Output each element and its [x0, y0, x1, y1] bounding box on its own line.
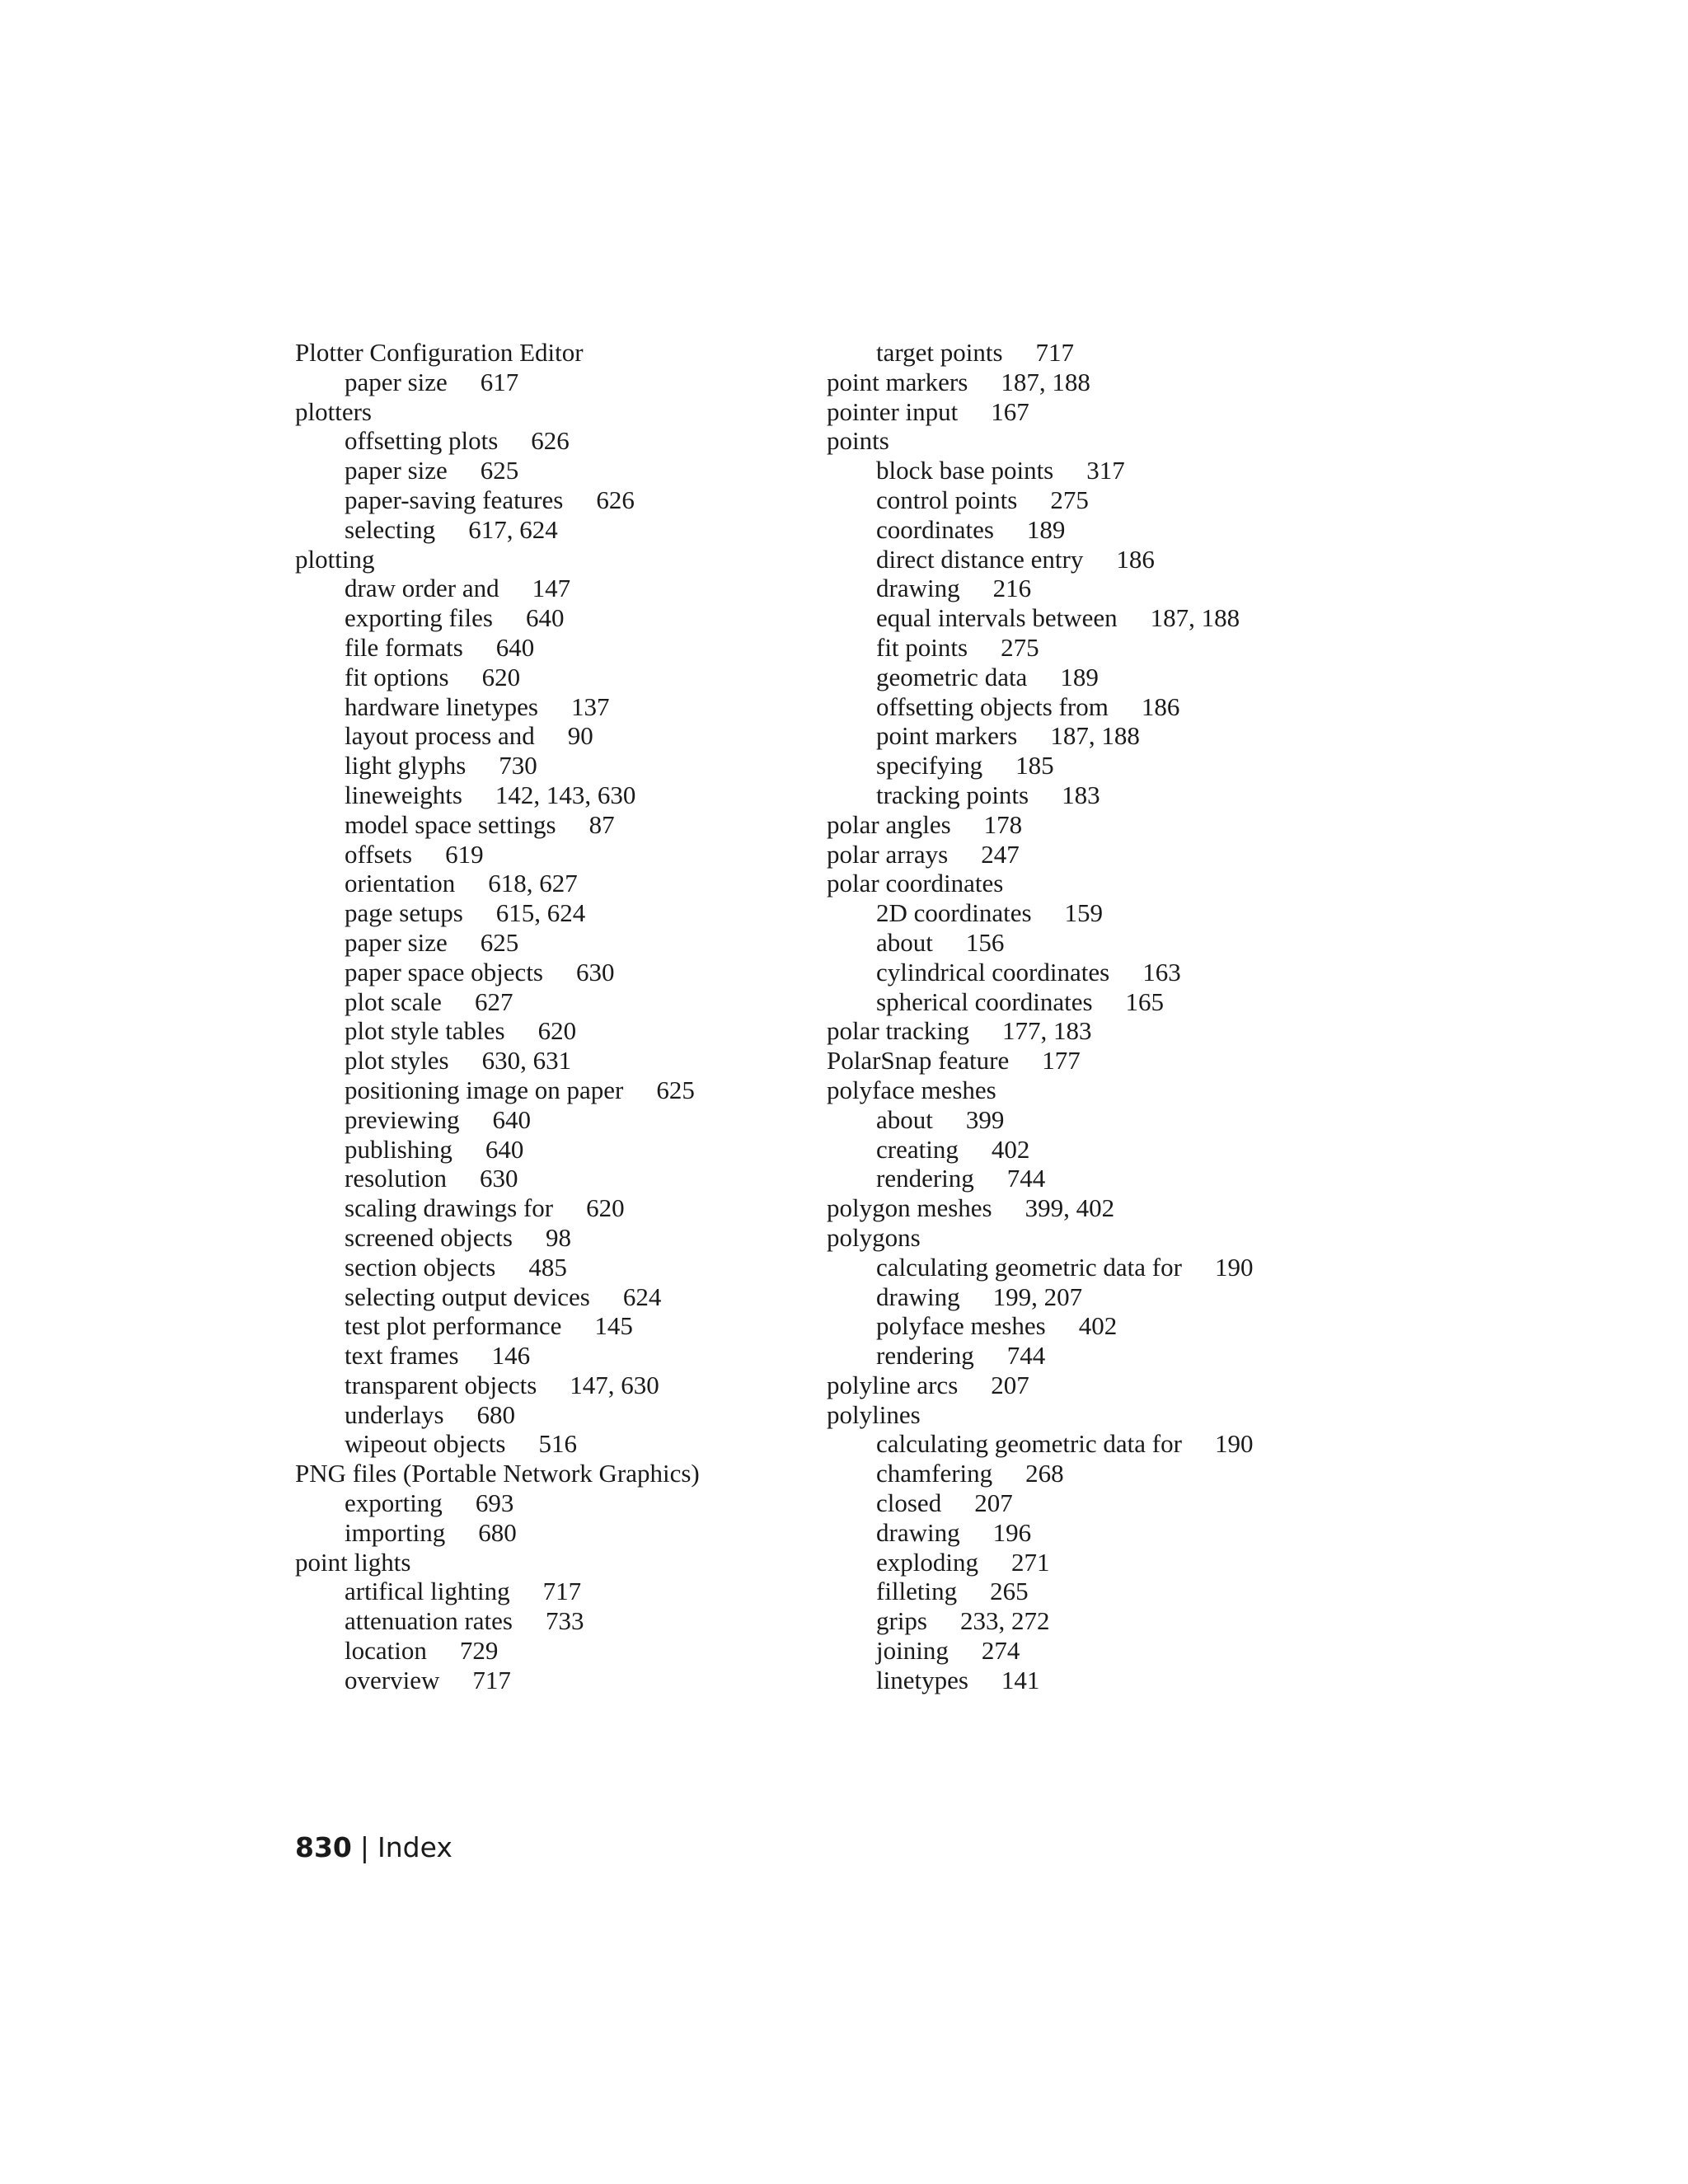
index-entry [827, 1076, 1354, 1105]
index-page-refs: 156 [965, 927, 1005, 957]
index-term: geometric data [876, 662, 1028, 691]
index-term: offsetting plots [345, 426, 499, 456]
index-entry [827, 810, 1354, 840]
index-term: tracking points [876, 780, 1029, 809]
index-term: positioning image on paper [345, 1075, 624, 1104]
index-term: transparent objects [345, 1370, 537, 1399]
index-term: selecting output devices [345, 1282, 590, 1311]
index-subentry [827, 456, 1354, 485]
index-term: about [876, 1104, 933, 1134]
index-page-refs: 617, 624 [468, 514, 558, 544]
index-page-refs: 216 [992, 574, 1032, 603]
index-subentry [827, 1666, 1354, 1695]
index-subentry [295, 1193, 806, 1223]
index-page-refs: 142, 143, 630 [495, 780, 636, 809]
index-term: grips [876, 1606, 927, 1636]
index-subentry [295, 1488, 806, 1518]
index-term: point lights [295, 1547, 411, 1577]
index-subentry [295, 1341, 806, 1371]
index-subentry [295, 515, 806, 545]
index-page-refs: 625 [656, 1075, 695, 1104]
index-term: polar angles [827, 809, 951, 839]
index-subentry [295, 574, 806, 603]
index-page-refs: 165 [1125, 987, 1165, 1016]
index-entry [295, 397, 806, 427]
index-term: paper size [345, 456, 448, 485]
index-page-refs: 626 [531, 426, 570, 456]
index-subentry [295, 1429, 806, 1459]
index-entry [827, 1223, 1354, 1253]
index-page-refs: 620 [481, 662, 521, 691]
index-subentry [827, 721, 1354, 751]
index-page-refs: 178 [983, 809, 1023, 839]
index-term: page setups [345, 898, 463, 928]
index-page-refs: 196 [992, 1517, 1032, 1547]
index-page-refs: 189 [1026, 514, 1066, 544]
index-page-refs: 717 [1035, 338, 1075, 367]
index-term: plotting [295, 544, 375, 574]
index-term: attenuation rates [345, 1606, 513, 1636]
index-page-refs: 187, 188 [1050, 721, 1140, 751]
index-subentry [827, 515, 1354, 545]
index-subentry [295, 485, 806, 515]
index-term: polar tracking [827, 1016, 970, 1046]
index-page-refs: 90 [567, 721, 593, 751]
index-subentry [295, 987, 806, 1017]
index-term: wipeout objects [345, 1429, 506, 1459]
index-page-refs: 167 [991, 396, 1029, 426]
index-page-refs: 619 [445, 839, 484, 869]
index-page-refs: 485 [528, 1252, 567, 1282]
index-term: target points [876, 338, 1003, 367]
index-term: rendering [876, 1341, 974, 1371]
index-subentry [827, 780, 1354, 810]
index-entry [827, 1400, 1354, 1430]
index-subentry [295, 456, 806, 485]
index-subentry [827, 958, 1354, 987]
index-page-refs: 618, 627 [488, 869, 578, 898]
index-page-refs: 630, 631 [481, 1046, 572, 1076]
index-term: equal intervals between [876, 603, 1118, 633]
index-subentry [295, 840, 806, 869]
index-term: orientation [345, 869, 456, 898]
index-page-refs: 620 [537, 1016, 577, 1046]
index-subentry [827, 928, 1354, 958]
index-page-refs: 233, 272 [960, 1606, 1050, 1636]
index-term: draw order and [345, 574, 499, 603]
index-subentry [827, 1135, 1354, 1165]
index-page-refs: 630 [576, 957, 615, 987]
index-subentry [295, 958, 806, 987]
index-page-refs: 199, 207 [992, 1282, 1083, 1311]
index-term: paper size [345, 927, 448, 957]
index-page-refs: 640 [485, 1134, 524, 1164]
index-page-refs: 730 [499, 751, 537, 780]
footer-separator: | [359, 1831, 370, 1863]
index-page-refs: 630 [480, 1164, 518, 1193]
index-subentry [295, 1253, 806, 1282]
index-term: offsets [345, 839, 413, 869]
index-page-refs: 693 [475, 1488, 514, 1518]
index-term: points [827, 426, 889, 456]
index-term: plot scale [345, 987, 442, 1016]
index-subentry [295, 1076, 806, 1105]
index-term: location [345, 1636, 427, 1666]
index-page-refs: 268 [1025, 1459, 1064, 1488]
index-page-refs: 617 [480, 367, 519, 396]
footer-section-title: Index [377, 1831, 452, 1863]
index-page-refs: 744 [1006, 1341, 1046, 1371]
index-subentry [295, 751, 806, 780]
index-entry [827, 1046, 1354, 1076]
index-page-refs: 680 [478, 1517, 517, 1547]
index-entry [827, 869, 1354, 898]
index-term: plotters [295, 396, 372, 426]
index-subentry [827, 1488, 1354, 1518]
index-subentry [827, 485, 1354, 515]
index-term: overview [345, 1665, 440, 1694]
index-page-refs: 189 [1060, 662, 1099, 691]
index-entry [827, 397, 1354, 427]
index-term: polar arrays [827, 839, 949, 869]
index-term: creating [876, 1134, 959, 1164]
index-term: rendering [876, 1164, 974, 1193]
index-subentry [295, 1016, 806, 1046]
index-page-refs: 275 [1001, 632, 1039, 662]
index-page-refs: 399 [965, 1104, 1005, 1134]
index-page-refs: 399, 402 [1025, 1193, 1115, 1223]
index-subentry [295, 663, 806, 692]
index-subentry [295, 869, 806, 898]
index-page-refs: 177, 183 [1002, 1016, 1092, 1046]
index-term: polygon meshes [827, 1193, 992, 1223]
index-page-refs: 98 [545, 1222, 571, 1252]
index-term: artifical lighting [345, 1577, 510, 1606]
index-page-refs: 137 [570, 691, 610, 721]
index-page-refs: 271 [1011, 1547, 1050, 1577]
index-page-refs: 640 [495, 632, 535, 662]
index-term: paper space objects [345, 957, 543, 987]
index-page-refs: 145 [594, 1311, 633, 1341]
index-term: lineweights [345, 780, 462, 809]
index-term: chamfering [876, 1459, 993, 1488]
index-term: polyface meshes [827, 1075, 996, 1104]
index-term: underlays [345, 1399, 444, 1429]
index-entry [295, 545, 806, 574]
index-subentry [827, 663, 1354, 692]
index-page-refs: 187, 188 [1150, 603, 1240, 633]
index-page-refs: 317 [1086, 456, 1125, 485]
index-term: block base points [876, 456, 1054, 485]
index-page-refs: 626 [596, 485, 635, 514]
index-term: text frames [345, 1341, 459, 1371]
index-term: control points [876, 485, 1018, 514]
index-entry [827, 426, 1354, 456]
index-page-refs: 186 [1141, 691, 1180, 721]
index-subentry [827, 1606, 1354, 1636]
index-term: filleting [876, 1577, 958, 1606]
index-subentry [295, 928, 806, 958]
index-term: polyface meshes [876, 1311, 1046, 1341]
index-term: polygons [827, 1222, 921, 1252]
index-subentry [295, 1400, 806, 1430]
index-page-refs: 274 [981, 1636, 1020, 1666]
index-subentry [295, 810, 806, 840]
index-term: polylines [827, 1399, 921, 1429]
index-subentry [827, 1105, 1354, 1135]
index-entry [827, 1371, 1354, 1400]
index-term: calculating geometric data for [876, 1429, 1182, 1459]
index-entry [827, 840, 1354, 869]
index-subentry [827, 1577, 1354, 1606]
index-page-refs: 733 [546, 1606, 584, 1636]
index-page-refs: 402 [1078, 1311, 1118, 1341]
index-term: direct distance entry [876, 544, 1084, 574]
index-subentry [295, 426, 806, 456]
index-subentry [295, 1666, 806, 1695]
index-page-refs: 640 [525, 603, 565, 633]
index-subentry [827, 1636, 1354, 1666]
index-subentry [295, 721, 806, 751]
index-term: file formats [345, 632, 463, 662]
page-footer [295, 1831, 452, 1864]
index-page-refs: 265 [990, 1577, 1029, 1606]
index-page-refs: 717 [542, 1577, 582, 1606]
index-subentry [295, 1105, 806, 1135]
index-subentry [827, 1253, 1354, 1282]
index-term: point markers [827, 367, 968, 396]
index-subentry [295, 692, 806, 722]
index-term: drawing [876, 1517, 960, 1547]
index-subentry [295, 898, 806, 928]
index-page-refs: 190 [1214, 1252, 1254, 1282]
index-term: exporting [345, 1488, 443, 1518]
index-term: Plotter Configuration Editor [295, 338, 584, 367]
index-page-refs: 625 [480, 927, 519, 957]
index-entry [295, 338, 806, 368]
index-term: joining [876, 1636, 949, 1666]
index-subentry [295, 1606, 806, 1636]
index-term: pointer input [827, 396, 959, 426]
index-subentry [827, 1518, 1354, 1548]
index-subentry [295, 1371, 806, 1400]
index-term: drawing [876, 1282, 960, 1311]
index-subentry [827, 1282, 1354, 1312]
index-term: previewing [345, 1104, 460, 1134]
index-entry [827, 1016, 1354, 1046]
index-subentry [827, 692, 1354, 722]
index-page-refs: 247 [981, 839, 1020, 869]
index-page-refs: 615, 624 [495, 898, 586, 928]
index-term: drawing [876, 574, 960, 603]
index-page-refs: 640 [492, 1104, 531, 1134]
index-entry [827, 368, 1354, 397]
index-term: plot style tables [345, 1016, 505, 1046]
index-term: light glyphs [345, 751, 467, 780]
index-page-refs: 141 [1001, 1665, 1040, 1694]
index-term: test plot performance [345, 1311, 562, 1341]
index-term: offsetting objects from [876, 691, 1109, 721]
index-subentry [295, 1046, 806, 1076]
index-term: linetypes [876, 1665, 968, 1694]
index-term: publishing [345, 1134, 452, 1164]
index-term: exploding [876, 1547, 978, 1577]
index-page-refs: 147, 630 [570, 1370, 659, 1399]
index-term: importing [345, 1517, 446, 1547]
index-subentry [295, 1636, 806, 1666]
index-term: polyline arcs [827, 1370, 959, 1399]
index-page-refs: 177 [1042, 1046, 1081, 1076]
index-term: plot styles [345, 1046, 449, 1076]
index-subentry [295, 1223, 806, 1253]
index-page-refs: 87 [588, 809, 615, 839]
index-page-refs: 625 [480, 456, 519, 485]
index-subentry [827, 545, 1354, 574]
index-subentry [827, 1548, 1354, 1577]
index-term: calculating geometric data for [876, 1252, 1182, 1282]
index-term: spherical coordinates [876, 987, 1093, 1016]
index-page-refs: 183 [1062, 780, 1100, 809]
index-term: exporting files [345, 603, 493, 633]
index-subentry [295, 1282, 806, 1312]
index-subentry [295, 603, 806, 633]
index-term: scaling drawings for [345, 1193, 554, 1223]
index-term: fit options [345, 662, 449, 691]
index-term: about [876, 927, 933, 957]
index-page-refs: 207 [974, 1488, 1013, 1518]
index-subentry [827, 1164, 1354, 1193]
index-subentry [295, 780, 806, 810]
index-term: selecting [345, 514, 436, 544]
index-subentry [827, 1311, 1354, 1341]
index-subentry [827, 751, 1354, 780]
index-term: 2D coordinates [876, 898, 1032, 928]
index-term: model space settings [345, 809, 556, 839]
index-term: screened objects [345, 1222, 513, 1252]
index-subentry [295, 1518, 806, 1548]
index-term: closed [876, 1488, 942, 1518]
index-page-refs: 275 [1050, 485, 1089, 514]
index-term: coordinates [876, 514, 994, 544]
index-page-refs: 729 [459, 1636, 499, 1666]
index-entry [827, 1193, 1354, 1223]
index-page-refs: 187, 188 [1001, 367, 1090, 396]
index-term: cylindrical coordinates [876, 957, 1110, 987]
index-page-refs: 147 [532, 574, 571, 603]
index-page-refs: 146 [491, 1341, 531, 1371]
index-term: specifying [876, 751, 983, 780]
index-page-refs: 620 [586, 1193, 625, 1223]
index-page-refs: 744 [1006, 1164, 1046, 1193]
index-page-refs: 207 [991, 1370, 1029, 1399]
index-subentry [827, 898, 1354, 928]
index-term: PNG files (Portable Network Graphics) [295, 1459, 700, 1488]
index-term: section objects [345, 1252, 496, 1282]
index-subentry [295, 1577, 806, 1606]
index-subentry [827, 1459, 1354, 1488]
index-page-refs: 624 [622, 1282, 662, 1311]
index-page-refs: 159 [1064, 898, 1104, 928]
index-term: hardware linetypes [345, 691, 538, 721]
index-term: polar coordinates [827, 869, 1004, 898]
index-page-refs: 627 [474, 987, 513, 1016]
index-term: fit points [876, 632, 968, 662]
index-page-refs: 717 [472, 1665, 511, 1694]
index-column-right [827, 338, 1354, 1695]
index-term: paper-saving features [345, 485, 564, 514]
index-subentry [295, 368, 806, 397]
index-term: point markers [876, 721, 1018, 751]
index-column-left [295, 338, 806, 1695]
index-entry [295, 1459, 806, 1488]
index-term: layout process and [345, 721, 535, 751]
index-page-refs: 516 [538, 1429, 577, 1459]
index-page-refs: 680 [476, 1399, 516, 1429]
index-subentry [295, 1135, 806, 1165]
index-subentry [295, 633, 806, 663]
index-subentry [827, 1429, 1354, 1459]
index-subentry [295, 1164, 806, 1193]
index-term: resolution [345, 1164, 447, 1193]
index-page-refs: 186 [1116, 544, 1155, 574]
index-page-refs: 402 [991, 1134, 1030, 1164]
index-subentry [827, 633, 1354, 663]
index-page-refs: 190 [1214, 1429, 1254, 1459]
index-subentry [295, 1311, 806, 1341]
index-subentry [827, 338, 1354, 368]
index-subentry [827, 987, 1354, 1017]
index-subentry [827, 574, 1354, 603]
index-term: paper size [345, 367, 448, 396]
index-page-refs: 163 [1142, 957, 1181, 987]
index-term: PolarSnap feature [827, 1046, 1010, 1076]
index-entry [295, 1548, 806, 1577]
index-subentry [827, 603, 1354, 633]
page-number: 830 [295, 1831, 352, 1863]
index-subentry [827, 1341, 1354, 1371]
index-page-refs: 185 [1015, 751, 1054, 780]
